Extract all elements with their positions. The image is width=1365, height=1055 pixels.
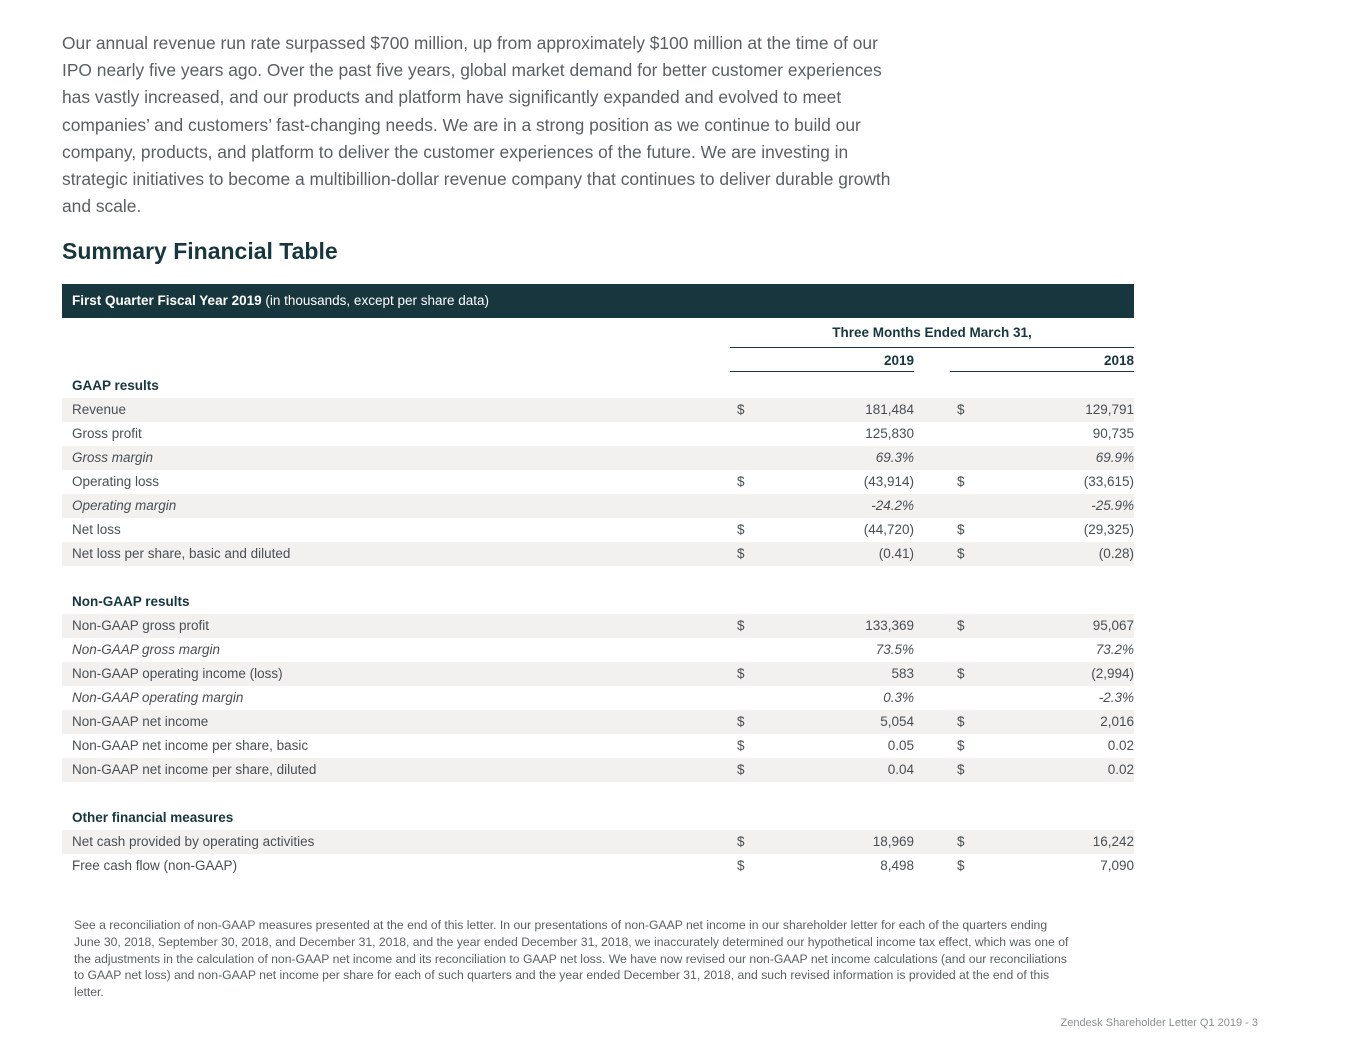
currency-2019: $: [737, 546, 745, 561]
value-2018: 0.02: [1107, 738, 1134, 753]
currency-2018: $: [957, 762, 965, 777]
value-2018: 95,067: [1092, 618, 1134, 633]
table-header-note: (in thousands, except per share data): [261, 293, 490, 308]
currency-2019: $: [737, 666, 745, 681]
value-2019: 583: [891, 666, 914, 681]
value-2018: 69.9%: [1095, 450, 1134, 465]
table-section-heading: [62, 374, 1134, 398]
footnote: See a reconciliation of non-GAAP measures presented at the end of this letter. In our presentations of non-GAAP net income in our shareholder letter for each of the quarters ending June 30, 2018, September 30, 2018, and December 31, 2018, and the year ended December 31, 2018, we inaccurately determined our hypothetical income tax effect, which was one of the adjustments in the calculation of non-GAAP net income and its reconciliation to GAAP net loss. We have now revised our non-GAAP net income calculations (and our reconciliations to GAAP net loss) and non-GAAP net income per share for each of such quarters and the year ended December 31, 2018, and such revised information is provided at the end of this letter.: [74, 918, 1069, 1000]
row-label: Other financial measures: [72, 810, 234, 825]
value-2019: 0.05: [887, 738, 914, 753]
currency-2019: $: [737, 834, 745, 849]
currency-2019: $: [737, 762, 745, 777]
row-label: Net loss per share, basic and diluted: [72, 546, 291, 561]
row-label: Non-GAAP net income: [72, 714, 209, 729]
currency-2019: $: [737, 402, 745, 417]
row-label: Non-GAAP net income per share, basic: [72, 738, 309, 753]
value-2019: 0.04: [887, 762, 914, 777]
table-header-bar: [62, 284, 1134, 318]
row-label: Free cash flow (non-GAAP): [72, 858, 238, 873]
currency-2018: $: [957, 858, 965, 873]
value-2018: -25.9%: [1091, 498, 1134, 513]
table-row: [62, 446, 1134, 470]
table-spacer: [62, 782, 1134, 806]
value-2018: 2,016: [1100, 714, 1134, 729]
value-2018: (0.28): [1098, 546, 1134, 561]
row-label: Net loss: [72, 522, 121, 537]
currency-2018: $: [957, 618, 965, 633]
currency-2018: $: [957, 834, 965, 849]
row-label: Non-GAAP net income per share, diluted: [72, 762, 317, 777]
value-2018: 73.2%: [1095, 642, 1134, 657]
value-2018: (2,994): [1091, 666, 1134, 681]
row-label: Non-GAAP gross profit: [72, 618, 210, 633]
currency-2018: $: [957, 474, 965, 489]
row-label: Non-GAAP results: [72, 594, 190, 609]
year-column-2018: 2018: [950, 350, 1134, 372]
table-row: [62, 734, 1134, 758]
currency-2019: $: [737, 738, 745, 753]
row-label: Non-GAAP gross margin: [72, 642, 221, 657]
table-row: [62, 854, 1134, 878]
value-2019: 125,830: [865, 426, 914, 441]
table-spacer: [62, 566, 1134, 590]
currency-2018: $: [957, 738, 965, 753]
financial-table-rows: [62, 374, 1134, 878]
value-2018: -2.3%: [1098, 690, 1134, 705]
value-2018: (29,325): [1083, 522, 1134, 537]
row-label: Revenue: [72, 402, 127, 417]
value-2019: 8,498: [880, 858, 914, 873]
table-row: [62, 710, 1134, 734]
currency-2019: $: [737, 474, 745, 489]
period-label: Three Months Ended March 31,: [730, 322, 1134, 348]
currency-2018: $: [957, 714, 965, 729]
value-2019: -24.2%: [871, 498, 914, 513]
value-2019: 181,484: [865, 402, 914, 417]
value-2018: 0.02: [1107, 762, 1134, 777]
value-2018: 7,090: [1100, 858, 1134, 873]
value-2019: (43,914): [863, 474, 914, 489]
section-title: Summary Financial Table: [62, 238, 338, 264]
table-section-heading: [62, 590, 1134, 614]
currency-2019: $: [737, 858, 745, 873]
table-header-title: First Quarter Fiscal Year 2019: [72, 293, 262, 308]
table-row: [62, 830, 1134, 854]
table-row: [62, 518, 1134, 542]
value-2018: 129,791: [1085, 402, 1134, 417]
table-row: [62, 542, 1134, 566]
currency-2019: $: [737, 714, 745, 729]
value-2018: 16,242: [1092, 834, 1134, 849]
value-2019: (0.41): [878, 546, 914, 561]
intro-paragraph: Our annual revenue run rate surpassed $700 million, up from approximately $100 million at the time of our IPO nearly five years ago. Over the past five years, global market demand for better customer experiences has vastly increased, and our products and platform have significantly expanded and evolved to meet companies’ and customers’ fast-changing needs. We are in a strong position as we continue to build our company, products, and platform to deliver the customer experiences of the future. We are investing in strategic initiatives to become a multibillion-dollar revenue company that continues to deliver durable growth and scale.: [62, 33, 891, 217]
year-column-2019: 2019: [730, 350, 914, 372]
value-2019: 0.3%: [883, 690, 914, 705]
value-2019: 18,969: [872, 834, 914, 849]
row-label: Net cash provided by operating activities: [72, 834, 315, 849]
row-label: Operating margin: [72, 498, 177, 513]
row-label: GAAP results: [72, 378, 159, 393]
table-section-heading: [62, 806, 1134, 830]
currency-2018: $: [957, 402, 965, 417]
table-row: [62, 494, 1134, 518]
currency-2018: $: [957, 666, 965, 681]
value-2019: (44,720): [863, 522, 914, 537]
value-2019: 69.3%: [875, 450, 914, 465]
table-row: [62, 422, 1134, 446]
table-row: [62, 758, 1134, 782]
row-label: Operating loss: [72, 474, 160, 489]
table-row: [62, 662, 1134, 686]
row-label: Non-GAAP operating income (loss): [72, 666, 283, 681]
table-row: [62, 470, 1134, 494]
page-footer: Zendesk Shareholder Letter Q1 2019 - 3: [1060, 1017, 1258, 1029]
table-row: [62, 638, 1134, 662]
value-2019: 73.5%: [875, 642, 914, 657]
row-label: Non-GAAP operating margin: [72, 690, 244, 705]
currency-2019: $: [737, 618, 745, 633]
row-label: Gross margin: [72, 450, 154, 465]
table-row: [62, 614, 1134, 638]
currency-2018: $: [957, 522, 965, 537]
table-row: [62, 686, 1134, 710]
currency-2019: $: [737, 522, 745, 537]
value-2019: 5,054: [880, 714, 914, 729]
currency-2018: $: [957, 546, 965, 561]
value-2018: (33,615): [1083, 474, 1134, 489]
table-row: [62, 398, 1134, 422]
row-label: Gross profit: [72, 426, 142, 441]
value-2019: 133,369: [865, 618, 914, 633]
value-2018: 90,735: [1092, 426, 1134, 441]
